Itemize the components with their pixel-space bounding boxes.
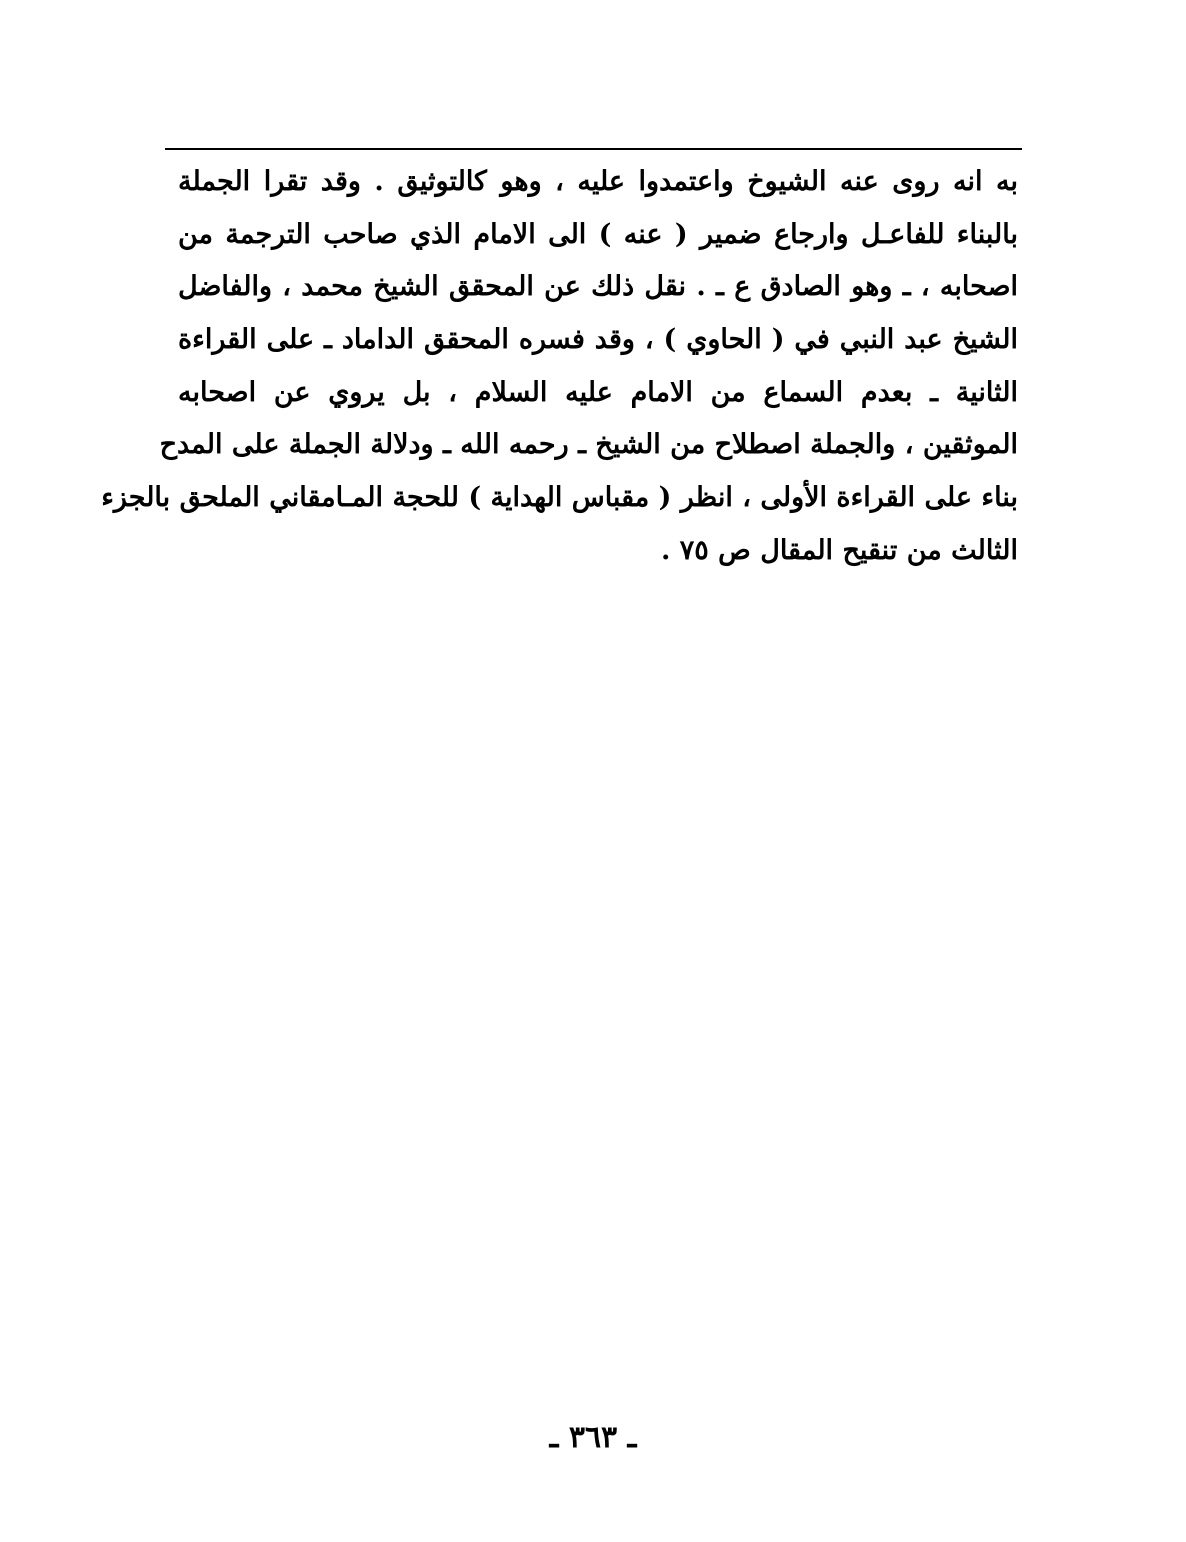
footnote-line: اصحابه ، ـ وهو الصادق ع ـ . نقل ذلك عن المحقق الشيخ محمد ، والفاضل bbox=[178, 271, 1018, 303]
footnote-line: الثالث من تنقيح المقال ص ٧٥ . bbox=[660, 534, 1018, 566]
footnote-separator-rule bbox=[165, 148, 1022, 150]
footnote-text-block bbox=[101, 156, 1018, 578]
footnote-line: الشيخ عبد النبي في ( الحاوي ) ، وقد فسره المحقق الداماد ـ على القراءة bbox=[178, 324, 1018, 356]
footnote-line: الموثقين ، والجملة اصطلاح من الشيخ ـ رحمه الله ـ ودلالة الجملة على المدح bbox=[159, 429, 1018, 461]
footnote-line: بناء على القراءة الأولى ، انظر ( مقباس الهداية ) للحجة المـامقاني الملحق بالجزء bbox=[101, 482, 1018, 514]
footnote-line: به انه روى عنه الشيوخ واعتمدوا عليه ، وهو كالتوثيق . وقد تقرا الجملة bbox=[178, 166, 1018, 197]
page-number: ـ ٣٦٣ ـ bbox=[549, 1420, 637, 1455]
footnote-line: الثانية ـ بعدم السماع من الامام عليه السلام ، بل يروي عن اصحابه bbox=[178, 376, 1018, 408]
footnote-line: بالبناء للفاعـل وارجاع ضمير ( عنه ) الى الامام الذي صاحب الترجمة من bbox=[178, 218, 1018, 250]
